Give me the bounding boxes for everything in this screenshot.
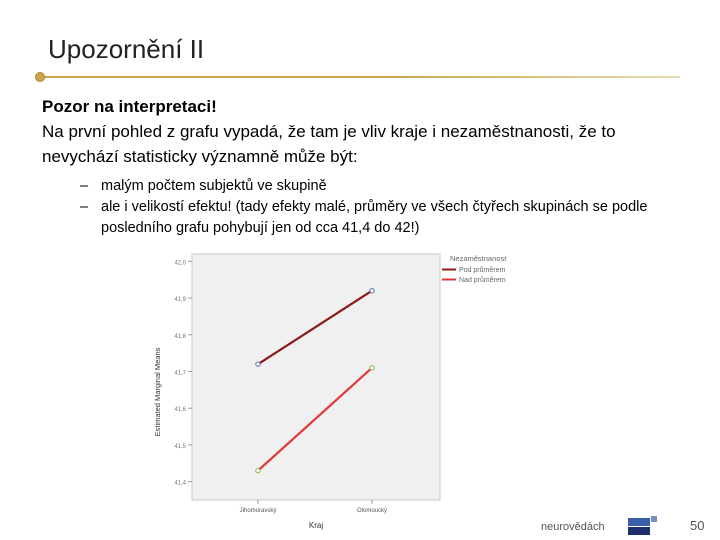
y-tick-label: 41,9 xyxy=(174,297,186,304)
footer-text: neurovědách xyxy=(541,521,605,533)
title-underline xyxy=(40,76,680,78)
x-tick-label: Olomoucký xyxy=(356,508,388,514)
bullet-item xyxy=(80,176,680,197)
y-tick-label: 42,0 xyxy=(174,260,186,267)
x-axis-label: Kraj xyxy=(308,521,324,530)
x-tick-label: Jihomoravský xyxy=(239,508,277,514)
legend-label: Pod průměrem xyxy=(459,267,506,274)
bullet-list xyxy=(80,176,680,239)
data-point xyxy=(370,366,374,370)
bullet-dash: – xyxy=(80,199,89,215)
y-tick-label: 41,5 xyxy=(174,443,186,450)
y-tick-label: 41,6 xyxy=(174,407,186,414)
y-tick-label: 41,8 xyxy=(174,333,186,340)
slide-title: Upozornění II xyxy=(48,34,205,64)
y-tick-label: 41,4 xyxy=(174,480,186,487)
body-paragraph: Na první pohled z grafu vypadá, že tam je vliv kraje i nezaměstnanosti, že to nevychází statisticky významně může být: xyxy=(42,122,616,166)
plot-area xyxy=(192,254,440,500)
y-axis-label: Estimated Marginal Means xyxy=(153,347,162,437)
title-underline-dot xyxy=(35,72,45,82)
iba-logo-icon xyxy=(628,516,658,536)
body-heading: Pozor na interpretaci! xyxy=(42,97,217,116)
slide-body xyxy=(42,94,682,169)
legend-label: Nad průměrem xyxy=(459,277,506,284)
bullet-text: malým počtem subjektů ve skupině xyxy=(101,178,327,194)
data-point xyxy=(370,289,374,293)
data-point xyxy=(256,468,260,472)
interaction-line-chart xyxy=(150,248,530,533)
legend-title: Nezaměstnanost xyxy=(450,254,507,263)
bullet-item xyxy=(80,197,680,239)
data-point xyxy=(256,362,260,366)
y-tick-label: 41,7 xyxy=(174,370,186,377)
bullet-dash: – xyxy=(80,178,89,194)
page-number: 50 xyxy=(690,518,705,533)
bullet-text: ale i velikostí efektu! (tady efekty malé, průměry ve všech čtyřech skupinách se podle posledního grafu pohybují jen od cca 41,4 do 42!) xyxy=(101,199,648,236)
